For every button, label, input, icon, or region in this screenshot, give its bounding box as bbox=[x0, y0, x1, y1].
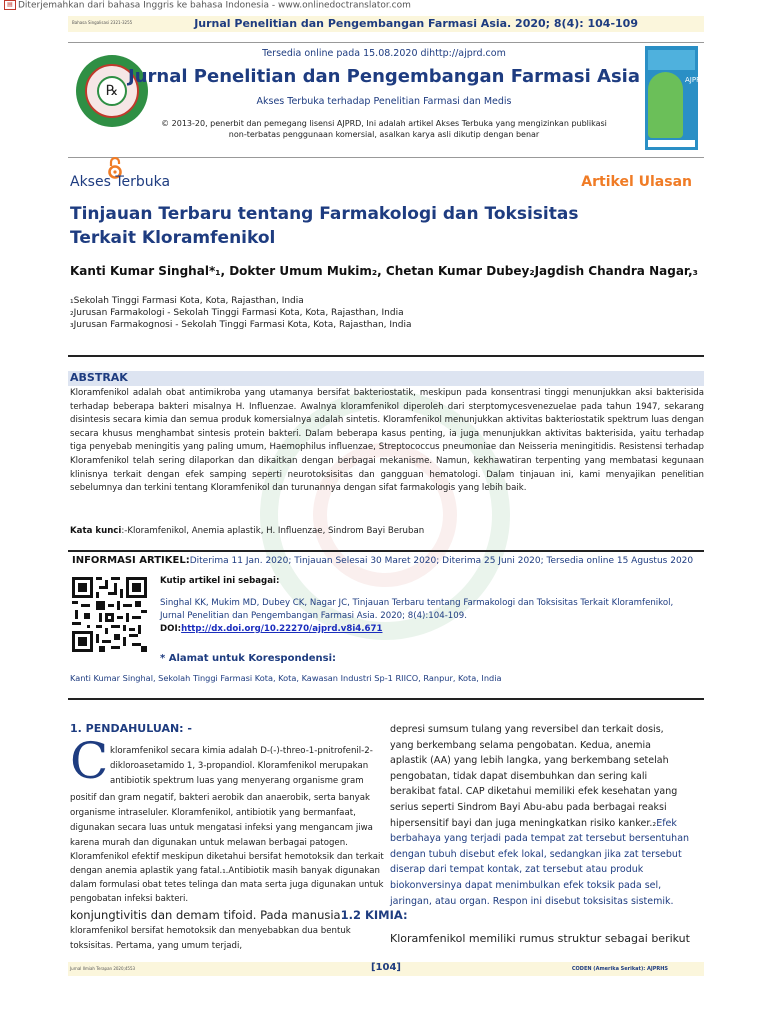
body-line: dengan anemia aplastik yang fatal.₁.Antibiotik masih banyak digunakan bbox=[70, 866, 380, 876]
abstract-heading: ABSTRAK bbox=[70, 371, 128, 384]
qr-code-icon[interactable] bbox=[72, 577, 147, 652]
abstract-text: Kloramfenikol adalah obat antimikroba yang utamanya bersifat bakteriostatik, meskipun pada konsentrasi tinggi menunjukkan aksi bakterisida terhadap beberapa bakteri misalnya H. Influenzae. Awalnya kloramfenikol diperoleh dari sterptomycesvenezuelae pada tahun 1947, sekarang disintesis secara kimia dan semua produk komersialnya adalah sintetis. Kloramfenikol menunjukkan aktivitas bakteriostatik spektrum luas dengan secara khusus menghambat sintesis protein bakteri. Dalam beberapa kasus penting, ia juga menunjukkan aktivitas bakterisida, yaitu terhadap tiga penyebab meningitis yang paling umum, Haemophilus influenzae, Streptococcus pneumoniae dan Neisseria meningitidis. Resistensi terhadap Kloramfenikol telah sering dilaporkan dan dikaitkan dengan berbagai mekanisme. Namun, kekhawatiran terpenting yang membatasi kegunaan klinisnya terkait dengan efek samping seperti neurotoksisitas dan gangguan hematologi. Dalam tinjauan ini, kami menyajikan penelitian sebelumnya dan terkini tentang Kloramfenikol dan turunannya dengan sifat farmakologis yang lebih baik. bbox=[70, 388, 704, 494]
author-list: Kanti Kumar Singhal*₁, Dokter Umum Mukim₂, Chetan Kumar Dubey₂Jagdish Chandra Nagar,₃ bbox=[70, 264, 698, 278]
footer-left: Jurnal Ilmiah Terapan 2020;4553 bbox=[70, 966, 136, 971]
correspondence-heading: * Alamat untuk Korespondensi: bbox=[160, 653, 337, 664]
article-info-label: INFORMASI ARTIKEL: bbox=[72, 555, 190, 566]
divider bbox=[68, 550, 704, 552]
body-line: pengobatan infeksi bakteri. bbox=[70, 894, 189, 904]
body-line: positif dan gram negatif, bakteri aerobik dan anaerobik, serta banyak bbox=[70, 793, 370, 803]
journal-top-bar bbox=[68, 16, 704, 32]
drop-cap: C bbox=[70, 732, 109, 790]
body-line: toksisitas. Pertama, yang umum terjadi, bbox=[70, 941, 243, 951]
body-text: konjungtivitis dan demam tifoid. Pada manusia bbox=[70, 908, 341, 922]
body-line: digunakan secara luas untuk mengatasi infeksi yang mengancam jiwa bbox=[70, 823, 373, 833]
section-heading-kimia: 1.2 KIMIA: bbox=[340, 908, 408, 922]
cover-footer bbox=[648, 140, 695, 147]
rx-icon: ℞ bbox=[97, 76, 127, 106]
citation-text: Singhal KK, Mukim MD, Dubey CK, Nagar JC, Tinjauan Terbaru tentang Farmakologi dan Toksisitas Terkait Kloramfenikol, Jurnal Penelitian dan Pengembangan Farmasi Asia. 2020; 8(4):104-109. bbox=[160, 598, 674, 621]
open-access-label: Akses Terbuka bbox=[70, 174, 171, 190]
cover-side-text: AJPRD bbox=[685, 76, 707, 84]
divider bbox=[68, 355, 704, 357]
journal-cover-image bbox=[645, 46, 707, 150]
translation-banner[interactable]: ▤ Diterjemahkan dari bahasa Inggris ke bahasa Indonesia - www.onlinedoctranslator.com bbox=[4, 0, 411, 11]
article-dates: Diterima 11 Jan. 2020; Tinjauan Selesai 30 Maret 2020; Diterima 25 Juni 2020; Tersedia online 15 Agustus 2020 bbox=[189, 556, 694, 566]
correspondence-address: Kanti Kumar Singhal, Sekolah Tinggi Farmasi Kota, Kota, Kawasan Industri Sp-1 RIICO, Ranpur, Kota, India bbox=[70, 673, 502, 683]
affiliation-2: ₂Jurusan Farmakologi - Sekolah Tinggi Farmasi Kota, Kota, Rajasthan, India bbox=[70, 308, 404, 318]
affiliation-1: ₁Sekolah Tinggi Farmasi Kota, Kota, Rajasthan, India bbox=[70, 296, 304, 306]
keywords-label: Kata kunci bbox=[70, 526, 122, 536]
doi-link[interactable]: http://dx.doi.org/10.22270/ajprd.v8i4.671 bbox=[181, 623, 383, 634]
right-column-text bbox=[390, 722, 690, 909]
abstract-heading-band bbox=[68, 371, 704, 386]
body-line: dikloroasetamido 1, 3-propandiol. Kloramfenikol merupakan bbox=[110, 761, 369, 771]
body-line: dalam formulasi obat tetes telinga dan mata serta juga digunakan untuk bbox=[70, 880, 384, 890]
citation bbox=[160, 597, 700, 635]
body-line-large bbox=[70, 908, 408, 922]
journal-subtitle: Akses Terbuka terhadap Penelitian Farmasi dan Medis bbox=[256, 96, 512, 107]
body-line: antibiotik spektrum luas yang menyerang organisme gram bbox=[110, 776, 364, 786]
body-line: organisme intraseluler. Kloramfenikol, antibiotik yang bermanfaat, bbox=[70, 808, 356, 818]
journal-reference: Jurnal Penelitian dan Pengembangan Farmasi Asia. 2020; 8(4): 104-109 bbox=[194, 17, 638, 30]
cover-leaf-icon bbox=[648, 72, 683, 138]
keywords-list: :-Kloramfenikol, Anemia aplastik, H. Influenzae, Sindrom Bayi Beruban bbox=[121, 526, 425, 536]
affiliation-3: ₃Jurusan Farmakognosi - Sekolah Tinggi Farmasi Kota, Kota, Rajasthan, India bbox=[70, 320, 412, 330]
journal-title: Jurnal Penelitian dan Pengembangan Farmasi Asia bbox=[128, 66, 640, 87]
cite-as-label: Kutip artikel ini sebagai: bbox=[160, 576, 280, 586]
divider bbox=[68, 698, 704, 700]
issn-text: Bahasa Singalisasi 2321-3255 bbox=[72, 20, 133, 25]
copyright-notice: © 2013-20, penerbit dan pemegang lisensi AJPRD, Ini adalah artikel Akses Terbuka yang mengizinkan publikasi non-terbatas penggunaan komersial, asalkan karya asli dikutip dengan benar bbox=[161, 119, 607, 139]
section-heading-introduction: 1. PENDAHULUAN: - bbox=[70, 722, 192, 735]
page-footer bbox=[68, 962, 704, 976]
paper-title: Tinjauan Terbaru tentang Farmakologi dan Toksisitas Terkait Kloramfenikol bbox=[70, 204, 579, 248]
article-type-label: Artikel Ulasan bbox=[581, 174, 692, 190]
cover-header bbox=[648, 50, 695, 70]
body-line: Kloramfenikol efektif meskipun diketahui bersifat hemotoksik dan terkait bbox=[70, 852, 384, 862]
kimia-paragraph: Kloramfenikol memiliki rumus struktur sebagai berikut bbox=[390, 932, 690, 945]
article-info bbox=[72, 555, 693, 566]
right-column-paragraph: depresi sumsum tulang yang reversibel dan terkait dosis, yang berkembang selama pengobatan. Kedua, anemia aplastik (AA) yang lebih langka, yang berkembang setelah pengobatan, tidak dapat disembuhkan dan sering kali berakibat fatal. CAP diketahui memiliki efek kesehatan yang serius seperti Sindrom Bayi Abu-abu pada berbagai reaksi hipersensitif bayi dan juga meningkatkan risiko kanker.₂ bbox=[390, 724, 678, 829]
body-line: karena murah dan digunakan untuk melawan berbagai patogen. bbox=[70, 838, 348, 848]
body-line: kloramfenikol bersifat hemotoksik dan menyebabkan dua bentuk bbox=[70, 926, 351, 936]
right-column-paragraph-blue: Efek berbahaya yang terjadi pada tempat zat tersebut bersentuhan dengan tubuh disebut efek lokal, sedangkan jika zat tersebut diserap dari tempat kontak, zat tersebut atau produk biokonversinya dapat menimbulkan efek toksik pada sel, jaringan, atau organ. Respon ini disebut toksisitas sistemik. bbox=[390, 817, 690, 907]
doi-label: DOI: bbox=[160, 623, 182, 634]
keywords bbox=[70, 526, 424, 536]
page-number: [104] bbox=[370, 962, 401, 973]
body-line: kloramfenikol secara kimia adalah D-(-)-threo-1-pnitrofenil-2- bbox=[110, 746, 373, 756]
footer-coden: CODEN (Amerika Serikat): AJPRHS bbox=[571, 966, 668, 972]
availability-line[interactable]: Tersedia online pada 15.08.2020 dihttp://ajprd.com bbox=[262, 48, 506, 59]
document-icon: ▤ bbox=[4, 0, 16, 10]
